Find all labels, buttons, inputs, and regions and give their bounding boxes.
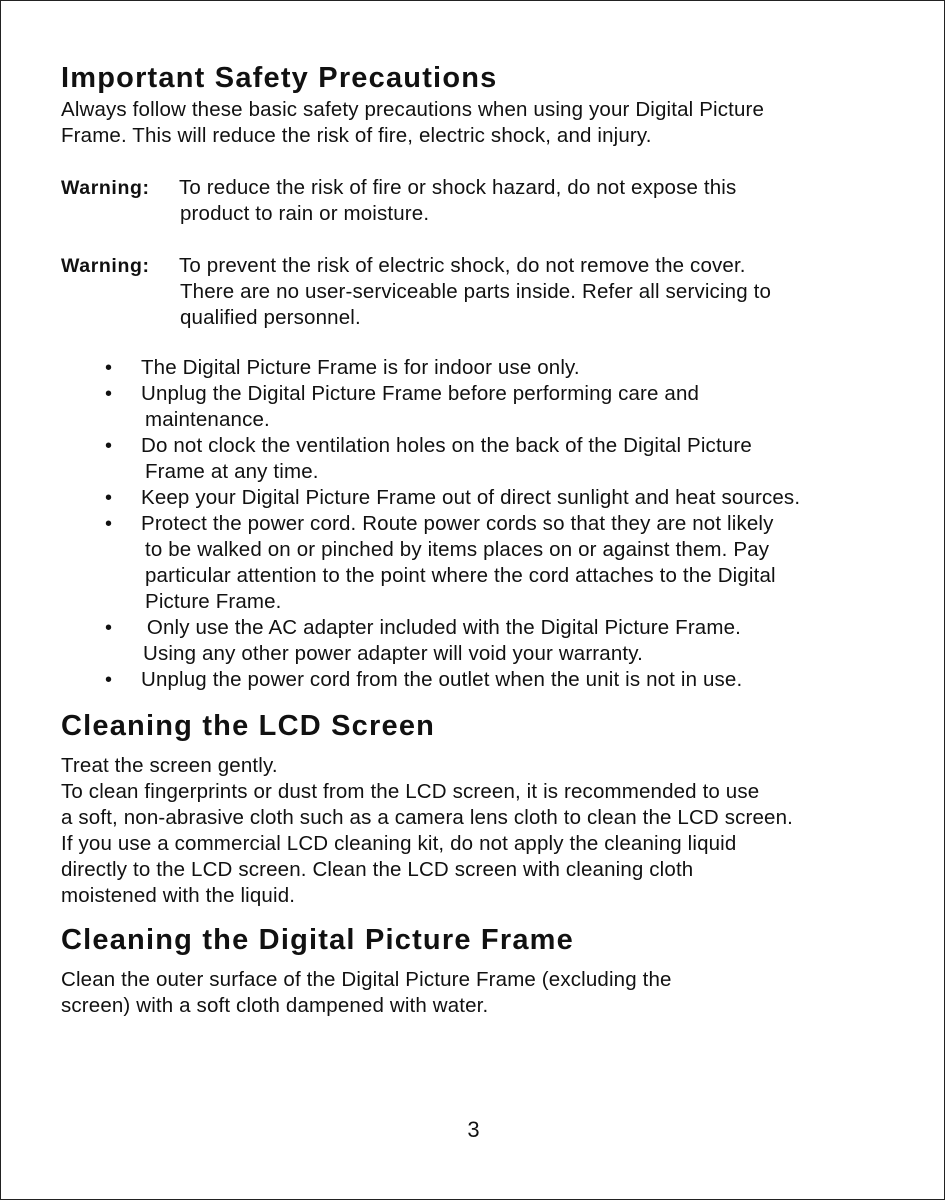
warning-block: [61, 175, 921, 227]
page-number: 3: [467, 1117, 480, 1142]
lcd-heading: Cleaning the LCD Screen: [61, 710, 436, 742]
bullet-icon: •: [105, 487, 113, 509]
bullet-icon: •: [105, 513, 113, 535]
warning-line: product to rain or moisture.: [180, 202, 430, 225]
safety-intro: [61, 97, 921, 149]
lcd-line: Treat the screen gently.: [61, 754, 278, 777]
bullet-icon: •: [105, 617, 113, 639]
lcd-line: To clean fingerprints or dust from the LCD screen, it is recommended to use: [61, 780, 760, 803]
warning-label: Warning:: [61, 255, 150, 277]
bullet-line: maintenance.: [145, 408, 270, 431]
lcd-line: moistened with the liquid.: [61, 884, 296, 907]
intro-line: Always follow these basic safety precautions when using your Digital Picture: [61, 98, 765, 121]
bullet-line: Keep your Digital Picture Frame out of direct sunlight and heat sources.: [141, 486, 801, 509]
warning-line: To prevent the risk of electric shock, do not remove the cover.: [179, 254, 746, 277]
bullet-line: Using any other power adapter will void your warranty.: [143, 642, 643, 665]
list-item: [61, 433, 921, 485]
frame-line: screen) with a soft cloth dampened with water.: [61, 994, 489, 1017]
bullet-line: Protect the power cord. Route power cords so that they are not likely: [141, 512, 774, 535]
lcd-line: directly to the LCD screen. Clean the LCD screen with cleaning cloth: [61, 858, 694, 881]
lcd-line: If you use a commercial LCD cleaning kit, do not apply the cleaning liquid: [61, 832, 737, 855]
bullet-line: Only use the AC adapter included with the Digital Picture Frame.: [141, 616, 741, 639]
safety-bullet-list: [61, 355, 921, 693]
list-item: [61, 667, 921, 693]
lcd-section: [61, 707, 921, 909]
bullet-icon: •: [105, 435, 113, 457]
list-item: [61, 355, 921, 381]
frame-heading: Cleaning the Digital Picture Frame: [61, 924, 574, 956]
list-item: [61, 485, 921, 511]
frame-section: [61, 921, 921, 1019]
bullet-line: Frame at any time.: [145, 460, 319, 483]
bullet-icon: •: [105, 669, 113, 691]
bullet-line: to be walked on or pinched by items places on or against them. Pay: [145, 538, 770, 561]
lcd-line: a soft, non-abrasive cloth such as a camera lens cloth to clean the LCD screen.: [61, 806, 794, 829]
warning-line: To reduce the risk of fire or shock hazard, do not expose this: [179, 176, 737, 199]
bullet-icon: •: [105, 357, 113, 379]
warning-label: Warning:: [61, 177, 150, 199]
bullet-icon: •: [105, 383, 113, 405]
safety-heading: Important Safety Precautions: [61, 62, 498, 94]
bullet-line: Unplug the Digital Picture Frame before performing care and: [141, 382, 700, 405]
list-item: [61, 381, 921, 433]
bullet-line: Do not clock the ventilation holes on the back of the Digital Picture: [141, 434, 752, 457]
bullet-line: Picture Frame.: [145, 590, 282, 613]
warning-line: qualified personnel.: [180, 306, 361, 329]
warning-block: [61, 253, 921, 331]
bullet-line: particular attention to the point where the cord attaches to the Digital: [145, 564, 776, 587]
warning-line: There are no user-serviceable parts inside. Refer all servicing to: [180, 280, 771, 303]
list-item: [61, 615, 921, 667]
bullet-line: The Digital Picture Frame is for indoor use only.: [141, 356, 580, 379]
page-content: [61, 59, 921, 1019]
bullet-line: Unplug the power cord from the outlet when the unit is not in use.: [141, 668, 743, 691]
list-item: [61, 511, 921, 615]
frame-line: Clean the outer surface of the Digital Picture Frame (excluding the: [61, 968, 672, 991]
intro-line: Frame. This will reduce the risk of fire, electric shock, and injury.: [61, 124, 652, 147]
